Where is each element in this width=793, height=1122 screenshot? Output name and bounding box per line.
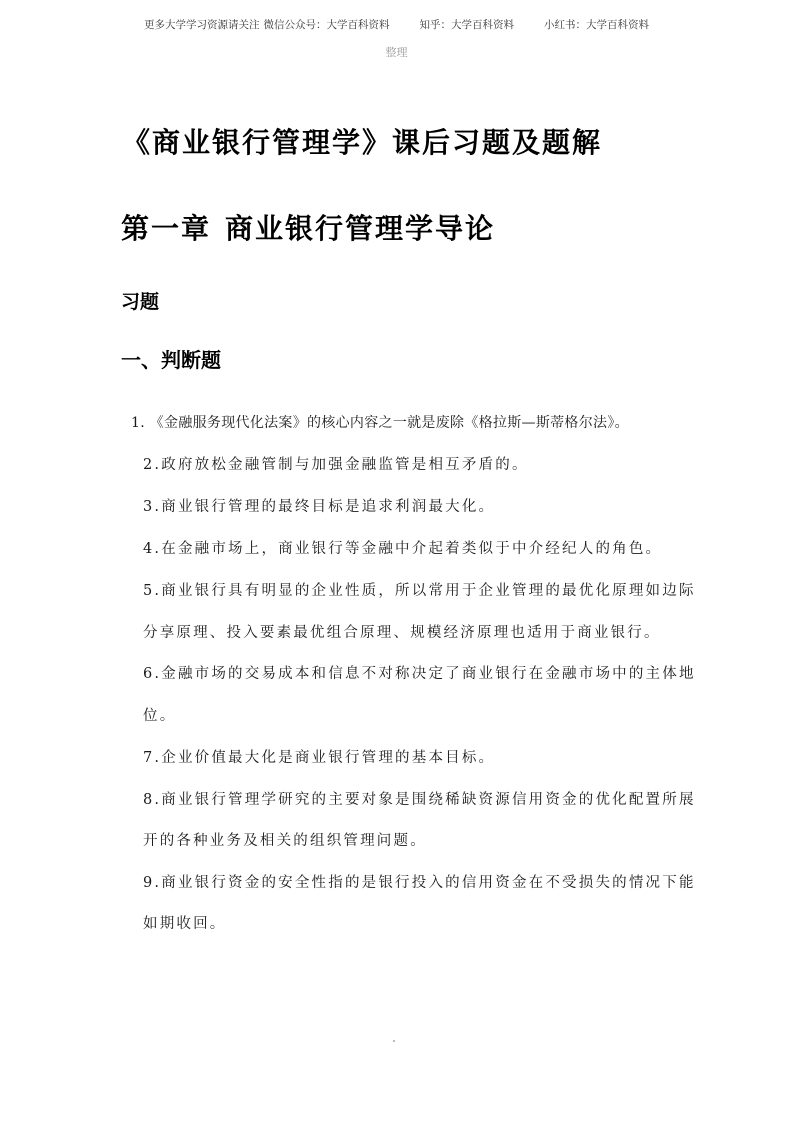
- header-xiaohongshu: 小红书：大学百科资料: [544, 19, 649, 31]
- question-text: 商业银行资金的安全性指的是银行投入的信用资金在不受损失的情况下能: [161, 875, 696, 891]
- question-text: 政府放松金融管制与加强金融监管是相互矛盾的。: [161, 457, 529, 473]
- header-compiled-by: 整理: [385, 46, 408, 59]
- document-title: 《商业银行管理学》课后习题及题解: [122, 126, 603, 159]
- question-number: 8.: [143, 792, 162, 808]
- question-item-8: [143, 790, 696, 810]
- question-number: 3.: [143, 499, 162, 515]
- question-text: 金融市场的交易成本和信息不对称决定了商业银行在金融市场中的主体地: [161, 666, 696, 682]
- question-text: 在金融市场上，商业银行等金融中介起着类似于中介经纪人的角色。: [161, 541, 663, 557]
- header-wechat: 微信公众号：大学百科资料: [263, 19, 390, 31]
- question-number: 9.: [143, 875, 162, 891]
- question-text: 商业银行管理学研究的主要对象是围绕稀缺资源信用资金的优化配置所展: [161, 792, 696, 808]
- question-item-1: [131, 413, 629, 433]
- question-number: 7.: [143, 750, 162, 766]
- question-item-2: [143, 455, 529, 475]
- question-number: 4.: [143, 541, 162, 557]
- question-number: 1.: [131, 415, 145, 431]
- question-item-6: [143, 664, 696, 684]
- question-number: 2.: [143, 457, 162, 473]
- question-text: 开的各种业务及相关的组织管理问题。: [143, 833, 427, 849]
- question-text: 商业银行具有明显的企业性质，所以常用于企业管理的最优化原理如边际: [161, 583, 696, 599]
- chapter-title: [121, 211, 495, 247]
- question-number: 5.: [143, 583, 162, 599]
- question-text: 位。: [143, 708, 177, 724]
- question-text: 分享原理、投入要素最优组合原理、规模经济原理也适用于商业银行。: [143, 625, 661, 641]
- question-item-5: [143, 581, 696, 601]
- question-text: 如期收回。: [143, 916, 227, 932]
- page-marker-dot: [393, 1040, 395, 1042]
- chapter-name: 商业银行管理学导论: [225, 212, 496, 245]
- question-number: 6.: [143, 666, 162, 682]
- page-header: [0, 17, 793, 33]
- chapter-number: 第一章: [121, 212, 212, 245]
- question-text: 企业价值最大化是商业银行管理的基本目标。: [161, 750, 496, 766]
- header-promo: 更多大学学习资源请关注: [144, 19, 260, 31]
- section-title: 习题: [121, 291, 160, 313]
- question-text: 《金融服务现代化法案》的核心内容之一就是废除《格拉斯—斯蒂格尔法》。: [149, 415, 629, 431]
- question-item-5-continuation: [143, 623, 661, 643]
- question-item-4: [143, 539, 662, 559]
- question-item-7: [143, 748, 495, 768]
- question-item-9: [143, 873, 696, 893]
- question-item-6-continuation: [143, 706, 176, 726]
- question-item-9-continuation: [143, 914, 227, 934]
- header-zhihu: 知乎：大学百科资料: [419, 19, 514, 31]
- question-text: 商业银行管理的最终目标是追求利润最大化。: [161, 499, 496, 515]
- question-item-3: [143, 497, 495, 517]
- subsection-title: 一、判断题: [121, 348, 221, 372]
- question-item-8-continuation: [143, 831, 427, 851]
